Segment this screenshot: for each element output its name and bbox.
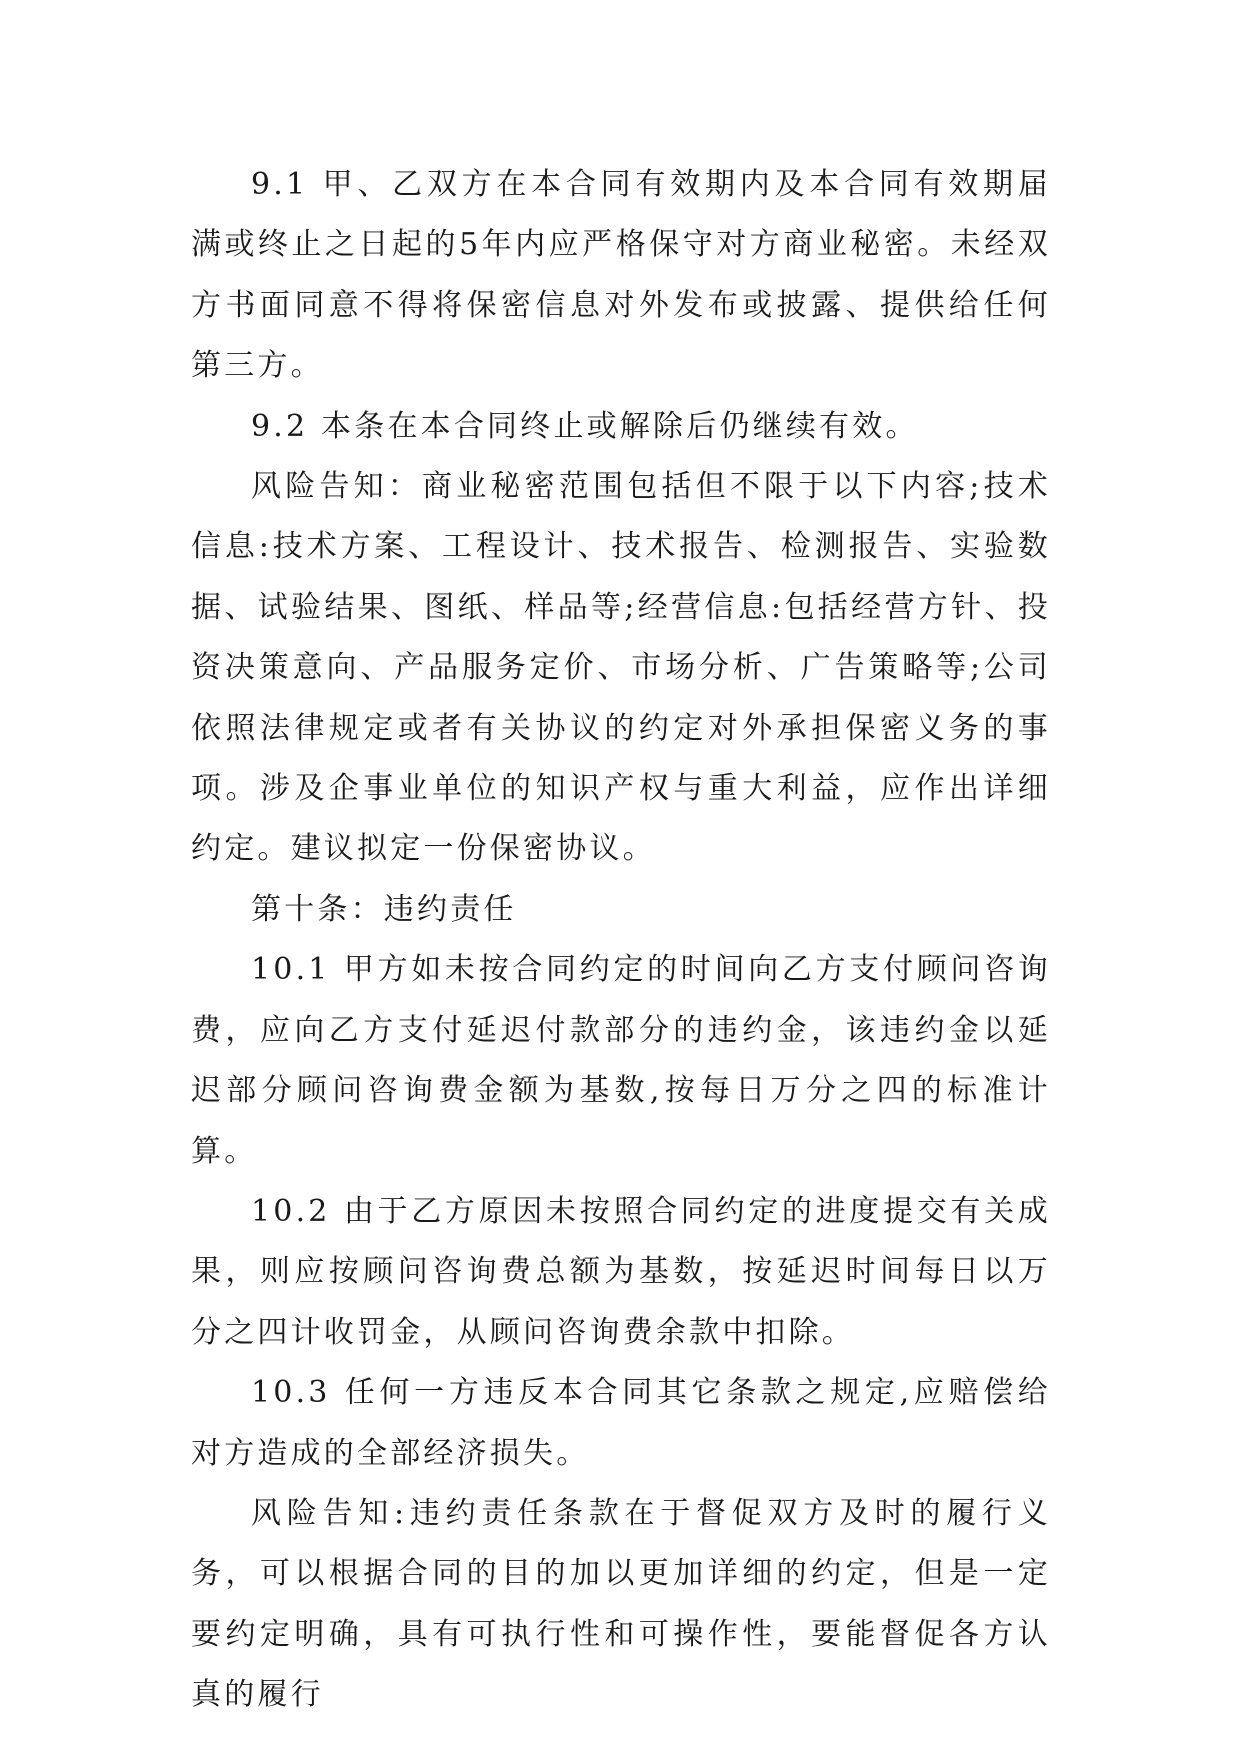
section-heading-article-10: 第十条：违约责任 — [251, 891, 517, 927]
risk-notice-confidentiality: 风险告知：商业秘密范围包括但不限于以下内容;技术信息:技术方案、工程设计、技术报告、检测报告、实验数据、试验结果、图纸、样品等;经营信息:包括经营方针、投资决策意向、产品服务定价、市场分析、广告策略等;公司依照法律规定或者有关协议的约定对外承担保密义务的事项。涉及企事业单位的知识产权与重大利益，应作出详细约定。建议拟定一份保密协议。 — [191, 469, 1051, 867]
clause-10-2: 10.2 由于乙方原因未按照合同约定的进度提交有关成果，则应按顾问咨询费总额为基数，按延迟时间每日以万分之四计收罚金，从顾问咨询费余款中扣除。 — [191, 1193, 1051, 1350]
clause-10-1: 10.1 甲方如未按合同约定的时间向乙方支付顾问咨询费，应向乙方支付延迟付款部分的违约金，该违约金以延迟部分顾问咨询费金额为基数,按每日万分之四的标准计算。 — [191, 952, 1051, 1169]
risk-notice-liability: 风险告知:违约责任条款在于督促双方及时的履行义务，可以根据合同的目的加以更加详细的约定，但是一定要约定明确，具有可执行性和可操作性，要能督促各方认真的履行 — [191, 1495, 1051, 1713]
document-page — [191, 155, 1051, 1726]
clause-10-3: 10.3 任何一方违反本合同其它条款之规定,应赔偿给对方造成的全部经济损失。 — [191, 1375, 1051, 1471]
clause-9-1: 9.1 甲、乙双方在本合同有效期内及本合同有效期届满或终止之日起的5年内应严格保守对方商业秘密。未经双方书面同意不得将保密信息对外发布或披露、提供给任何第三方。 — [191, 167, 1051, 384]
clause-9-2: 9.2 本条在本合同终止或解除后仍继续有效。 — [251, 408, 919, 444]
